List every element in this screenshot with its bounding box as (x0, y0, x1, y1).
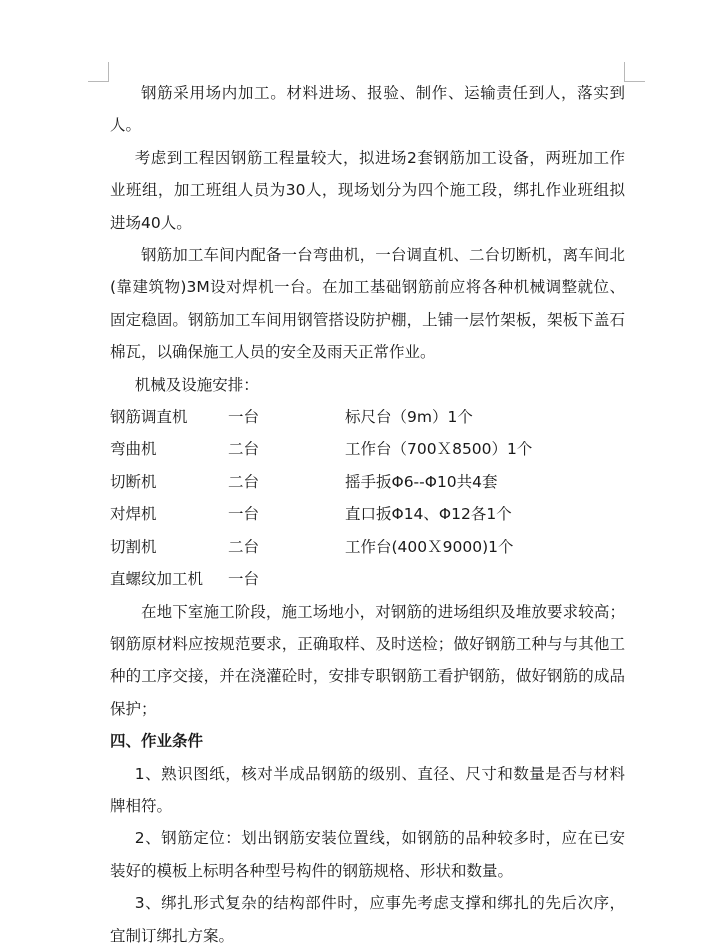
equipment-label: 机械及设施安排： (134, 375, 259, 394)
machine-name: 钢筋调直机 (110, 408, 188, 427)
facility-item (345, 563, 625, 595)
machine-name: 切断机 (110, 472, 157, 491)
section-heading: 四、作业条件 (110, 732, 204, 751)
machine-quantity: 一台 (228, 505, 260, 524)
machine-name: 直螺纹加工机 (110, 570, 204, 589)
machine-quantity: 二台 (228, 440, 260, 459)
machine-quantity: 一台 (228, 570, 260, 589)
machine-quantity: 二台 (228, 537, 260, 556)
table-row (110, 433, 625, 465)
paragraph-crew: 考虑到工程因钢筋工程量较大，拟进场2套钢筋加工设备，两班加工作业班组，加工班组人员为30人，现场划分为四个施工段，绑扎作业班组拟进场40人。 (110, 148, 625, 232)
crop-mark-top-left (88, 81, 109, 82)
table-row (110, 498, 625, 530)
machine-name: 弯曲机 (110, 440, 157, 459)
condition-item: 3、绑扎形式复杂的结构部件时，应事先考虑支撑和绑扎的先后次序，宜制订绑扎方案。 (110, 894, 625, 945)
table-row (110, 531, 625, 563)
facility-item: 工作台（700Ｘ8500）1个 (345, 440, 533, 459)
table-row (110, 401, 625, 433)
table-row (110, 466, 625, 498)
equipment-table (110, 401, 625, 595)
crop-mark-top-right (624, 81, 645, 82)
facility-item: 标尺台（9m）1个 (345, 408, 473, 427)
machine-quantity: 一台 (228, 408, 260, 427)
facility-item: 工作台(400Ｘ9000)1个 (345, 537, 514, 556)
document-body (110, 77, 625, 952)
paragraph-processing: 钢筋采用场内加工。材料进场、报验、制作、运输责任到人，落实到人。 (110, 84, 625, 135)
facility-item: 直口扳Φ14、Φ12各1个 (345, 505, 512, 524)
machine-name: 对焊机 (110, 505, 157, 524)
paragraph-workshop: 钢筋加工车间内配备一台弯曲机，一台调直机、二台切断机，离车间北(靠建筑物)3M设对焊机一台。在加工基础钢筋前应将各种机械调整就位、固定稳固。钢筋加工车间用钢管搭设防护棚，上铺一层竹架板，架板下盖石棉瓦，以确保施工人员的安全及雨天正常作业。 (110, 246, 625, 362)
machine-quantity: 二台 (228, 472, 260, 491)
condition-item: 1、熟识图纸，核对半成品钢筋的级别、直径、尺寸和数量是否与材料牌相符。 (110, 764, 625, 815)
crop-mark-top-left (108, 62, 109, 82)
table-row (110, 563, 625, 595)
condition-item: 2、钢筋定位：划出钢筋安装位置线，如钢筋的品种较多时，应在已安装好的模板上标明各种型号构件的钢筋规格、形状和数量。 (110, 829, 625, 880)
facility-item: 摇手扳Φ6--Φ10共4套 (345, 472, 498, 491)
paragraph-basement: 在地下室施工阶段，施工场地小，对钢筋的进场组织及堆放要求较高；钢筋原材料应按规范要求，正确取样、及时送检；做好钢筋工种与与其他工种的工序交接，并在浇灌砼时，安排专职钢筋工看护钢筋，做好钢筋的成品保护； (110, 602, 625, 718)
machine-name: 切割机 (110, 537, 157, 556)
